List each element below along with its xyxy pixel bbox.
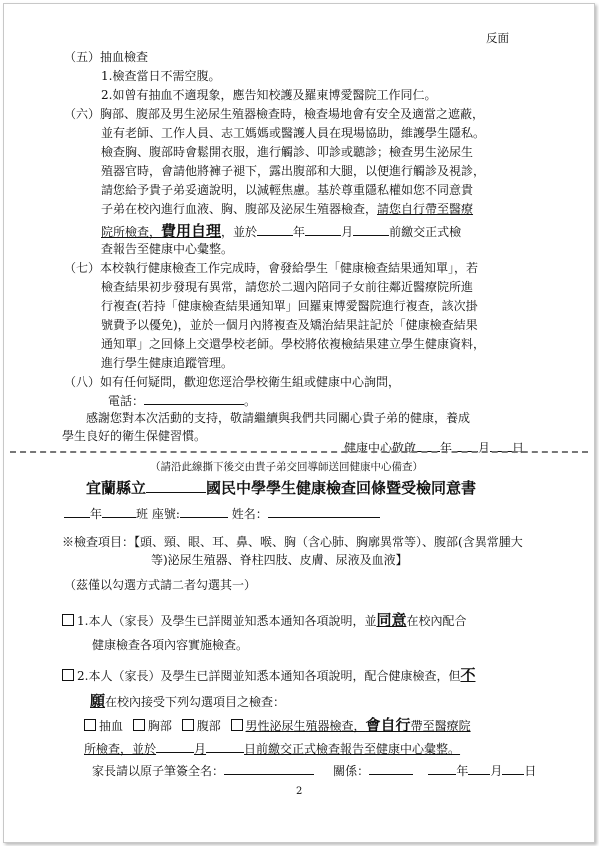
deadline-year-label: 年	[293, 225, 306, 239]
option-2-checkbox[interactable]	[62, 669, 74, 681]
sign-day-label: 日	[524, 764, 537, 778]
section-8-text: 如有任何疑問，歡迎您逕洽學校衛生組或健康中心詢問，	[100, 375, 401, 389]
option-2-checks	[84, 714, 471, 735]
side-label: 反面	[486, 31, 509, 45]
section-8-line-1	[64, 373, 400, 390]
form-title	[86, 477, 476, 498]
relation-blank[interactable]	[369, 762, 413, 775]
section-6-line-7	[101, 220, 461, 241]
section-7-line-4: 號費予以優免)，並於一個月內將複查及矯治結果註記於「健康檢查結果	[101, 318, 478, 332]
report-deadline-text: 日前繳交正式檢查報告至健康中心彙整。	[244, 742, 461, 756]
signature-blank[interactable]	[224, 762, 314, 775]
check-blood[interactable]	[84, 719, 96, 731]
option-1-text: 1.本人（家長）及學生已詳閱並知悉本通知各項說明，並	[77, 614, 377, 628]
items-line-1	[62, 533, 523, 550]
cut-line	[10, 451, 588, 453]
grade-blank[interactable]	[64, 505, 90, 518]
section-6-line-6-text: 子弟在校內進行血液、胸、腹部及泌尿生殖器檢查，	[101, 202, 378, 216]
section-6-line-1	[64, 105, 484, 122]
section-7-line-5: 通知單」之回條上交還學校老師。學校將依複檢結果建立學生健康資料，	[101, 337, 486, 351]
report-month-label: 月	[194, 742, 207, 756]
name-label: 姓名：	[231, 507, 268, 521]
form-title-county: 宜蘭縣立	[86, 479, 147, 497]
name-blank[interactable]	[268, 505, 380, 518]
section-6-line-3: 檢查胸、腹部時會鬆開衣服，進行觸診、叩診或聽診；檢查男生泌尿生	[101, 145, 474, 159]
phone-end: 。	[244, 394, 257, 408]
check-blood-label: 抽血	[99, 719, 124, 733]
signoff-day: 日	[512, 441, 525, 455]
thanks-line-1: 感謝您對本次活動的支持，敬請繼續與我們共同關心貴子弟的健康，養成	[86, 411, 471, 425]
section-6-text: 胸部、腹部及男生泌尿生殖器檢查時，檢查場地會有安全及適當之遮蔽，	[100, 107, 485, 121]
section-7-line-3: 行複查(若持「健康檢查結果通知單」回羅東博愛醫院進行複查，該次掛	[101, 299, 478, 313]
sign-month-blank[interactable]	[468, 762, 490, 775]
report-month-blank[interactable]	[156, 740, 194, 753]
signoff-text: 健康中心敬啟	[344, 441, 417, 455]
deadline-year-blank[interactable]	[257, 223, 293, 236]
check-abdomen-label: 腹部	[196, 719, 221, 733]
sign-day-blank[interactable]	[502, 762, 524, 775]
seat-blank[interactable]	[180, 505, 228, 518]
phone-label: 電話：	[108, 394, 145, 408]
section-6-line-5: 請您給予貴子弟妥適說明，以減輕焦慮。基於尊重隱私權如您不同意貴	[101, 183, 474, 197]
option-2-line-3	[84, 740, 460, 757]
signature-line	[92, 762, 536, 779]
signoff-month: 月	[478, 441, 491, 455]
check-chest-label: 胸部	[147, 719, 172, 733]
signoff-year: 年	[440, 441, 453, 455]
section-7-label: （七）	[64, 261, 101, 275]
school-name-blank[interactable]	[146, 478, 206, 493]
section-8-label: （八）	[64, 375, 101, 389]
section-5-title: 抽血檢查	[100, 50, 149, 64]
check-abdomen[interactable]	[182, 719, 194, 731]
check-genital[interactable]	[231, 719, 243, 731]
section-5-item-2: 2.如曾有抽血不適現象，應告知校護及羅東博愛醫院工作同仁。	[101, 88, 437, 102]
self-arrange-text: 帶至醫療院	[410, 719, 471, 733]
section-7-line-1	[64, 259, 478, 276]
sign-year-blank[interactable]	[428, 762, 456, 775]
self-arrange-notice: 請您自行帶至醫療	[377, 202, 474, 216]
section-5-heading	[64, 48, 148, 65]
option-1-text-b: 在校內配合	[406, 614, 467, 628]
document-page	[3, 3, 595, 843]
student-info-line	[64, 505, 380, 522]
option-2-text: 2.本人（家長）及學生已詳閱並知悉本通知各項說明，配合健康檢查，但	[77, 669, 461, 683]
items-label: ※檢查項目：	[62, 535, 135, 549]
option-2-line-1	[62, 664, 475, 685]
phone-blank[interactable]	[144, 392, 244, 405]
agree-emphasis: 同意	[376, 611, 407, 629]
section-7-text: 本校執行健康檢查工作完成時，會發給學生「健康檢查結果通知單」，若	[100, 261, 479, 275]
items-text-1: 【頭、頸、眼、耳、鼻、喉、胸（含心肺、胸廓異常等）、腹部(含異常腫大	[134, 535, 523, 549]
self-pay-emphasis: 費用自理	[161, 222, 222, 240]
section-6-line-2: 並有老師、工作人員、志工媽媽或醫護人員在現場協助，維護學生隱私。	[101, 126, 486, 140]
signoff-line	[344, 439, 524, 456]
section-6-label: （六）	[64, 107, 101, 121]
instruction: （茲僅以勾選方式請二者勾選其一）	[64, 578, 257, 592]
option-1-checkbox[interactable]	[62, 614, 74, 626]
grade-label: 年	[90, 507, 103, 521]
report-deadline-prefix: 所檢查，並於	[84, 742, 157, 756]
seat-label: 座號:	[151, 507, 180, 521]
items-line-2: 等)泌尿生殖器、脊柱四肢、皮膚、尿液及血液】	[151, 553, 408, 567]
option-1-line-2: 健康檢查各項內容實施檢查。	[92, 638, 249, 652]
check-genital-label: 男性泌尿生殖器檢查，	[245, 719, 366, 733]
deadline-month-blank[interactable]	[305, 223, 341, 236]
section-6-line-6	[101, 200, 473, 217]
disagree-emphasis-1: 不	[460, 666, 476, 684]
clinic-check-text: 院所檢查，	[101, 225, 162, 239]
option-2-text-b: 在校內接受下列勾選項目之檢查：	[105, 695, 286, 709]
phone-line	[108, 392, 256, 409]
section-5-item-1: 1.檢查當日不需空腹。	[101, 69, 221, 83]
deadline-prefix: ，並於	[221, 225, 258, 239]
report-day-blank[interactable]	[206, 740, 244, 753]
signature-label: 家長請以原子筆簽全名：	[92, 764, 225, 778]
check-chest[interactable]	[133, 719, 145, 731]
section-7-line-6: 進行學生健康追蹤管理。	[101, 356, 234, 370]
section-7-line-2: 檢查結果初步發現有異常，請您於二週內陪同子女前往鄰近醫療院所進	[101, 280, 474, 294]
section-6-line-8: 查報告至健康中心彙整。	[101, 242, 234, 256]
deadline-day-blank[interactable]	[353, 223, 389, 236]
sign-year-label: 年	[456, 764, 469, 778]
option-2-line-2	[90, 690, 285, 711]
page-number: 2	[296, 786, 303, 797]
thanks-line-2: 學生良好的衛生保健習慣。	[62, 429, 207, 443]
option-1-line-1	[62, 609, 466, 630]
section-6-line-4: 殖器官時，會請他將褲子褪下，露出腹部和大腿，以便進行觸診及視診，	[101, 164, 486, 178]
class-blank[interactable]	[102, 505, 136, 518]
deadline-suffix: 前繳交正式檢	[389, 225, 462, 239]
form-title-text: 國民中學學生健康檢查回條暨受檢同意書	[206, 479, 477, 497]
self-arrange-emphasis: 會自行	[365, 716, 411, 734]
relation-label: 關係：	[333, 764, 370, 778]
deadline-month-label: 月	[341, 225, 354, 239]
disagree-emphasis-2: 願	[90, 692, 106, 710]
sign-month-label: 月	[490, 764, 503, 778]
section-5-label: （五）	[64, 50, 101, 64]
class-label: 班	[136, 507, 149, 521]
cut-notice: （請沿此線撕下後交由貴子弟交回導師送回健康中心備查）	[150, 461, 423, 473]
